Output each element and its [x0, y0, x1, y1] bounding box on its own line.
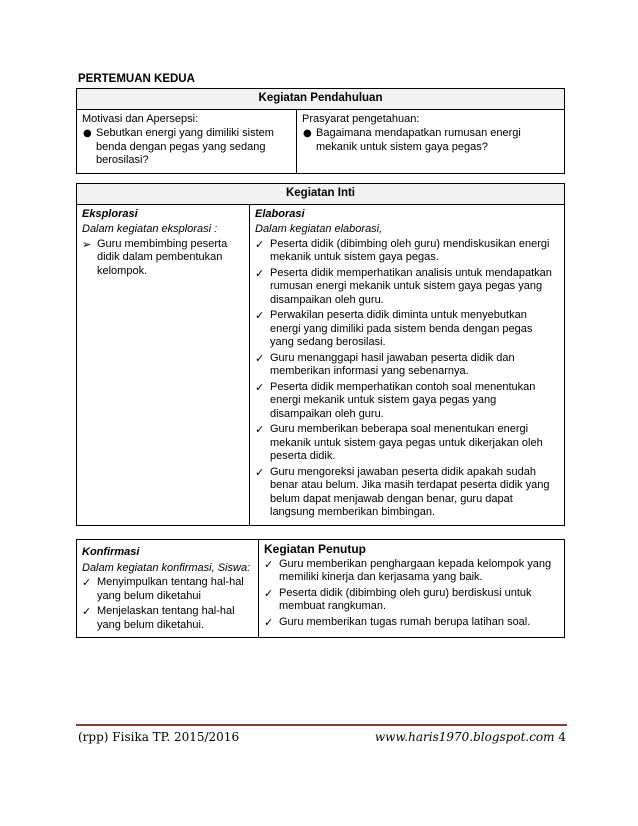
elaborasi-cell — [250, 204, 565, 525]
bullet-icon: ● — [303, 128, 312, 139]
list-item: ✓ Guru mengoreksi jawaban peserta didik apakah sudah benar atau belum. Jika masih terdapat peserta didik yang belum dapat menjawab dengan benar, guru dapat langsung memberikan bimbingan. — [255, 465, 550, 518]
list-item: ✓ Peserta didik (dibimbing oleh guru) mendiskusikan energi mekanik untuk sistem gaya pegas. — [255, 237, 550, 263]
konfirmasi-list — [82, 576, 253, 632]
list-item: ● Sebutkan energi yang dimiliki sistem benda dengan pegas yang sedang berosilasi? — [83, 127, 274, 166]
elaborasi-list — [255, 238, 559, 520]
list-item: ➢ Guru membimbing peserta didik dalam pembentukan kelompok. — [82, 237, 228, 277]
prasyarat-list — [302, 127, 559, 154]
prasyarat-label: Prasyarat pengetahuan: — [302, 112, 420, 125]
list-item: ● Bagaimana mendapatkan rumusan energi mekanik untuk sistem gaya pegas? — [303, 127, 521, 153]
checkmark-icon: ✓ — [255, 237, 265, 251]
bullet-icon: ● — [83, 128, 92, 139]
list-item: ✓ Peserta didik (dibimbing oleh guru) berdiskusi untuk membuat rangkuman. — [264, 586, 532, 612]
elaborasi-title: Elaborasi — [255, 207, 305, 220]
list-item: ✓ Guru memberikan penghargaan kepada kelompok yang memiliki kinerja dan kerjasama yang baik. — [264, 557, 552, 583]
pendahuluan-title: Kegiatan Pendahuluan — [77, 89, 565, 110]
checkmark-icon: ✓ — [82, 576, 92, 589]
eksplorasi-sub: Dalam kegiatan eksplorasi : — [82, 223, 218, 235]
prasyarat-cell — [297, 109, 565, 173]
footer-url: www.haris1970.blogspot.com — [374, 730, 555, 744]
list-item: ✓ Menjelaskan tentang hal-hal yang belum diketahui. — [82, 605, 235, 631]
konfirmasi-title: Konfirmasi — [82, 546, 140, 558]
penutup-cell — [259, 540, 565, 638]
footer-left-text: (rpp) Fisika TP. 2015/2016 — [78, 730, 240, 744]
page-number: 4 — [558, 730, 566, 744]
checkmark-icon: ✓ — [82, 605, 92, 618]
checkmark-icon: ✓ — [255, 266, 265, 280]
konfirmasi-sub: Dalam kegiatan konfirmasi, Siswa: — [82, 561, 251, 574]
list-item: ✓ Perwakilan peserta didik diminta untuk menyebutkan energi yang dimiliki pada sistem benda dengan pegas yang sedang berosilasi. — [255, 309, 533, 348]
checkmark-icon: ✓ — [255, 309, 265, 322]
inti-table — [76, 183, 565, 526]
list-item: ✓ Peserta didik memperhatikan contoh soal menentukan energi mekanik untuk sistem gaya pegas yang disampaikan oleh guru. — [255, 380, 536, 420]
eksplorasi-cell — [77, 204, 250, 525]
inti-title: Kegiatan Inti — [77, 184, 565, 205]
eksplorasi-list — [82, 238, 244, 279]
eksplorasi-title: Eksplorasi — [82, 207, 138, 220]
elaborasi-sub: Dalam kegiatan elaborasi, — [255, 223, 383, 235]
motivasi-cell — [77, 109, 297, 173]
list-item: ✓ Guru memberikan beberapa soal menentukan energi mekanik untuk sistem gaya pegas untuk dikerjakan oleh peserta didik. — [255, 423, 543, 462]
checkmark-icon: ✓ — [255, 423, 265, 436]
checkmark-icon: ✓ — [255, 351, 265, 365]
checkmark-icon: ✓ — [264, 615, 274, 629]
checkmark-icon: ✓ — [255, 380, 265, 394]
pendahuluan-table — [76, 88, 565, 174]
penutup-title: Kegiatan Penutup — [264, 542, 367, 556]
list-item: ✓ Guru memberikan tugas rumah berupa latihan soal. — [264, 615, 531, 629]
checkmark-icon: ✓ — [264, 557, 274, 571]
checkmark-icon: ✓ — [255, 465, 265, 479]
checkmark-icon: ✓ — [264, 586, 274, 600]
penutup-list — [264, 558, 559, 630]
motivasi-list — [82, 127, 291, 168]
konfirmasi-cell — [77, 540, 259, 638]
footer-rule — [76, 724, 567, 726]
footer-right — [375, 730, 566, 744]
arrow-bullet-icon: ➢ — [82, 237, 92, 251]
motivasi-label: Motivasi dan Apersepsi: — [82, 112, 199, 125]
list-item: ✓ Guru menanggapi hasil jawaban peserta didik dan memberikan informasi yang sebenarnya. — [255, 351, 515, 377]
list-item: ✓ Menyimpulkan tentang hal-hal yang belum diketahui — [82, 576, 244, 602]
list-item: ✓ Peserta didik memperhatikan analisis untuk mendapatkan rumusan energi mekanik untuk sistem gaya pegas yang disampaikan oleh guru. — [255, 266, 552, 306]
page-heading: PERTEMUAN KEDUA — [78, 73, 195, 85]
penutup-table — [76, 539, 565, 638]
